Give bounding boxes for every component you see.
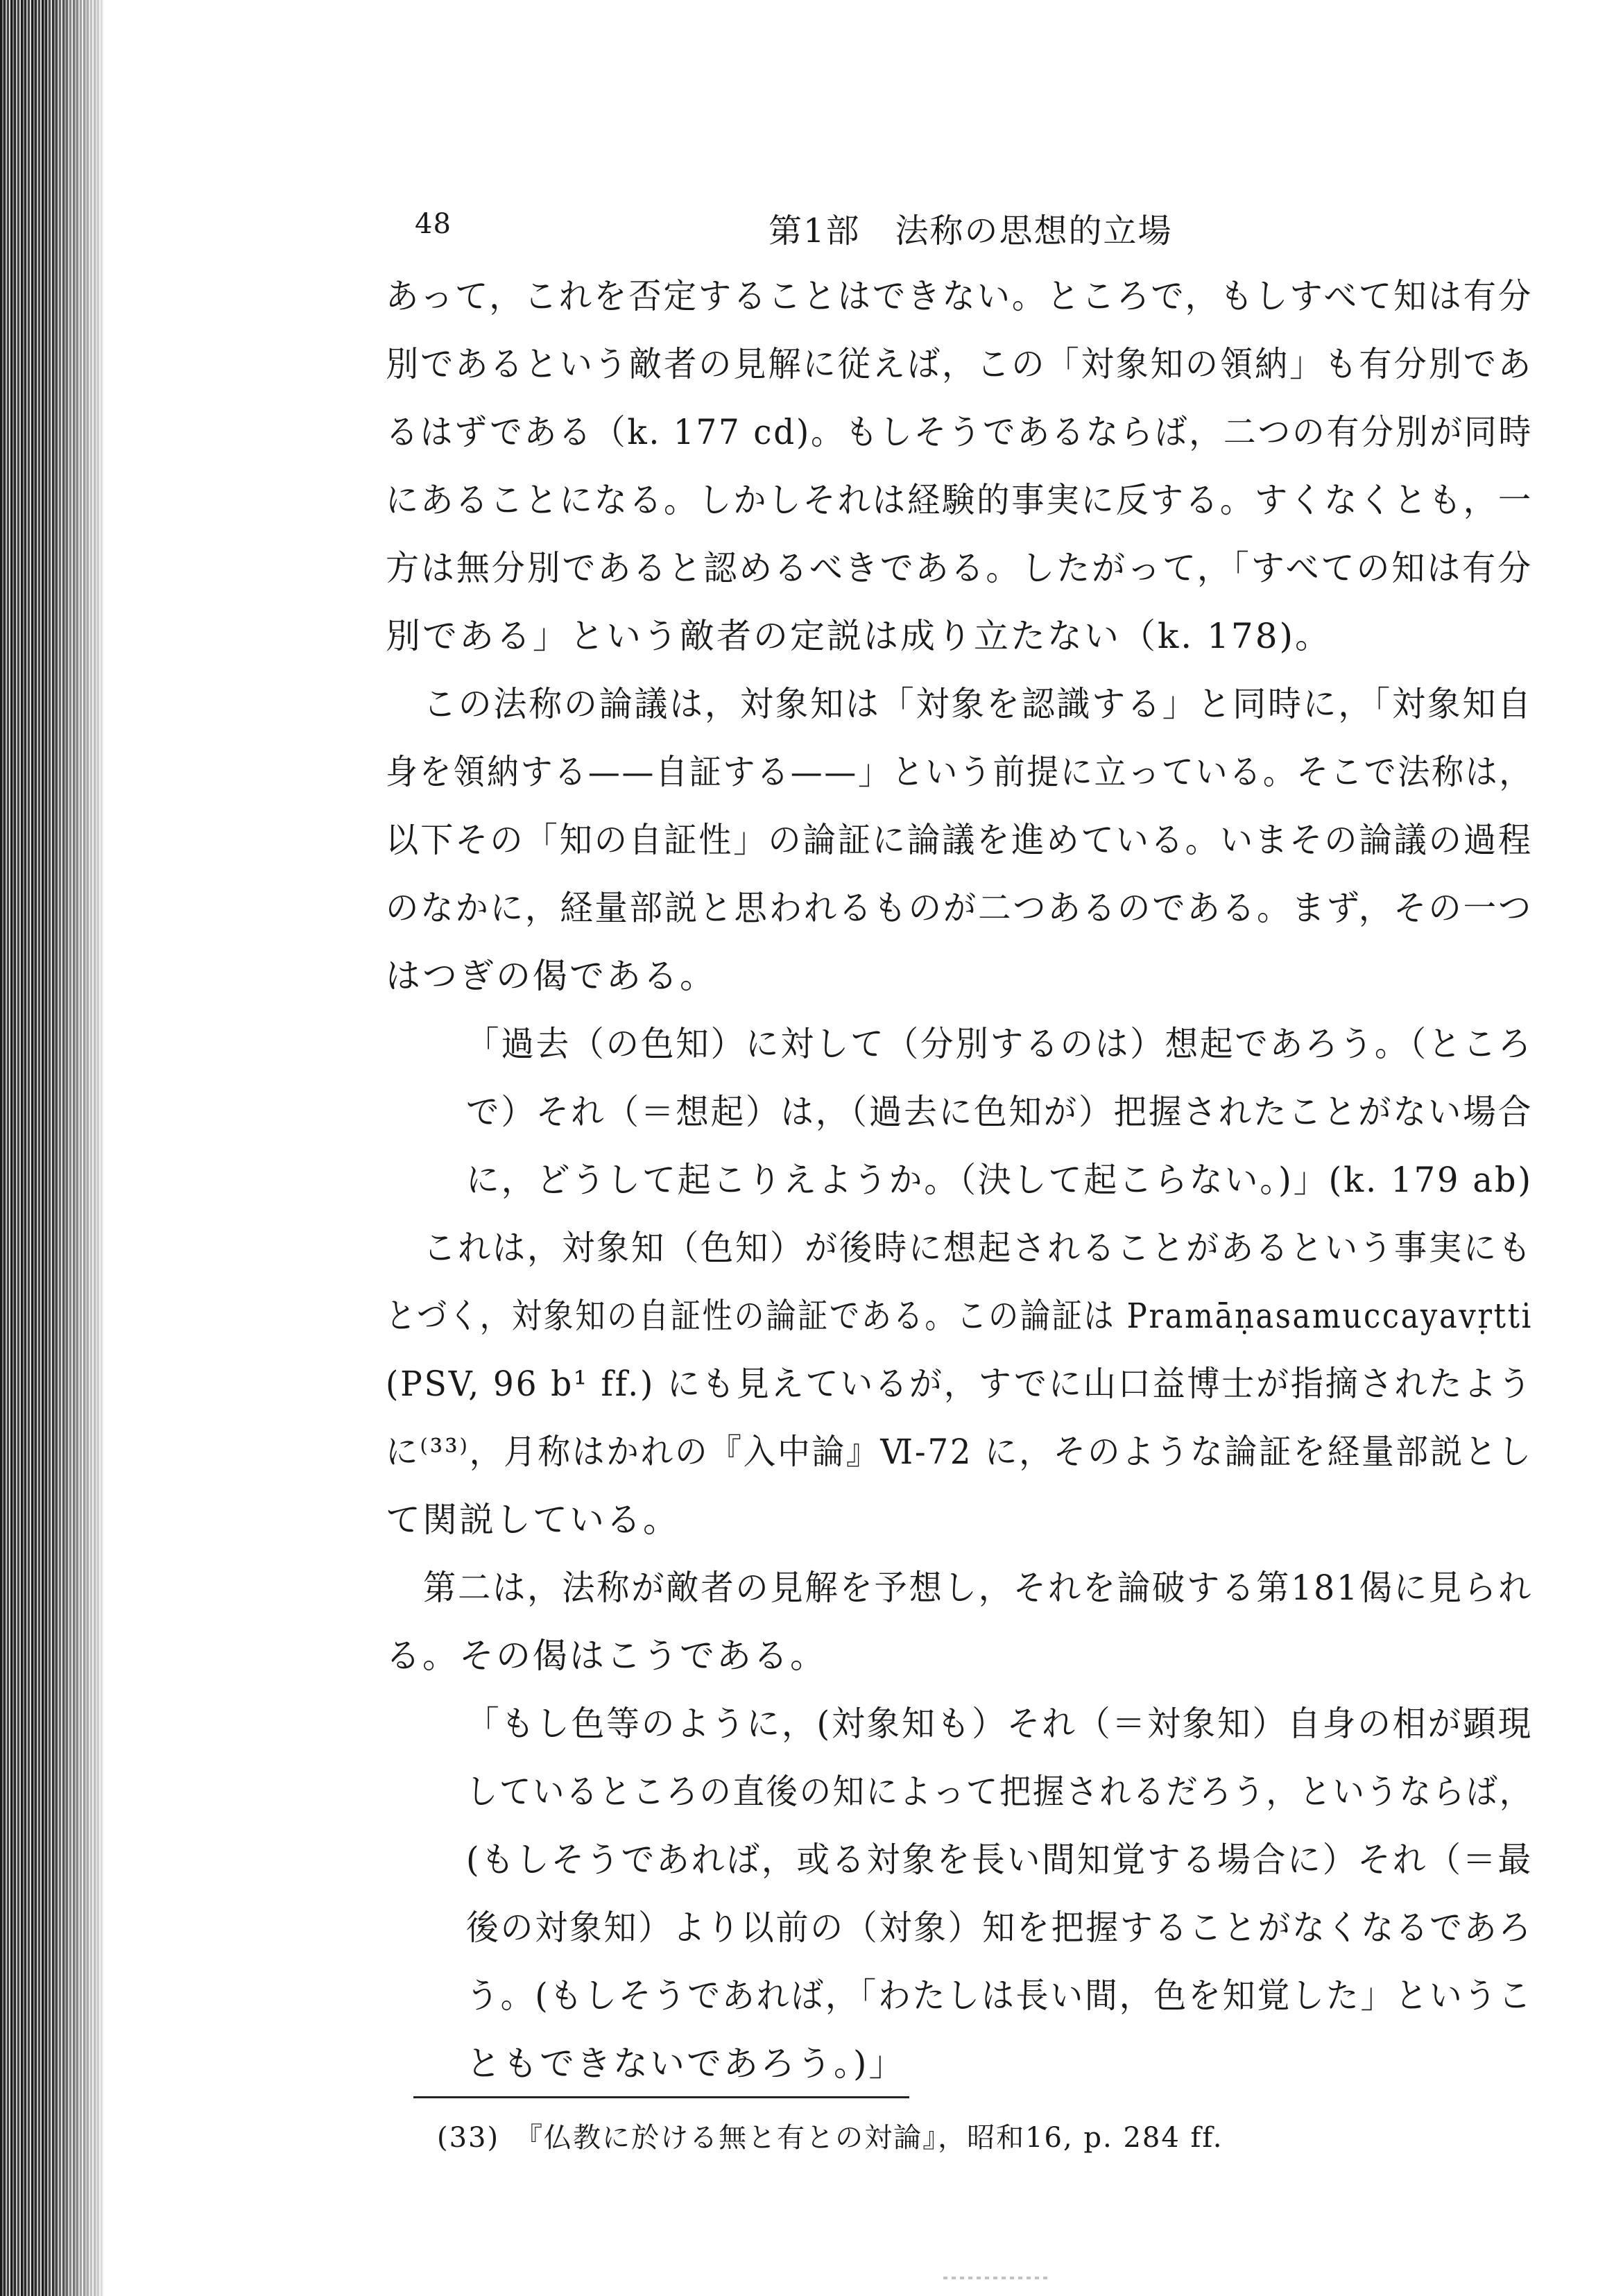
- footnote: (33) 『仏教に於ける無と有との対論』，昭和16, p. 284 ff.: [437, 2122, 1223, 2154]
- quote-line: 後の対象知）より以前の（対象）知を把握することがなくなるであろ: [466, 1908, 1534, 1948]
- quote-line: に，どうして起こりえようか。（決して起こらない。)」(k. 179 ab): [466, 1160, 1533, 1200]
- text-line: のなかに，経量部説と思われるものが二つあるのである。まず，その一つ: [386, 888, 1534, 928]
- text-line: るはずである（k. 177 cd)。もしそうであるならば，二つの有分別が同時: [386, 412, 1534, 452]
- page-header: [0, 208, 1623, 257]
- text-line: 別であるという敵者の見解に従えば，この「対象知の領納」も有分別であ: [386, 344, 1534, 384]
- quote-line: で）それ（＝想起）は，（過去に色知が）把握されたことがない場合: [466, 1092, 1534, 1132]
- quote-line: (もしそうであれば，或る対象を長い間知覚する場合に）それ（＝最: [466, 1840, 1534, 1880]
- text-line: とづく，対象知の自証性の論証である。この論証は Pramāṇasamuccayavṛtti: [386, 1296, 1533, 1336]
- quote-line: しているところの直後の知によって把握されるだろう，というならば，: [466, 1772, 1533, 1812]
- text-line: (PSV, 96 b¹ ff.) にも見えているが，すでに山口益博士が指摘されたよう: [386, 1364, 1533, 1404]
- text-line: 身を領納する——自証する——」という前提に立っている。そこで法称は，: [386, 752, 1534, 792]
- paragraph-start-line: これは，対象知（色知）が後時に想起されることがあるという事実にも: [423, 1228, 1534, 1268]
- footnote-divider: [413, 2096, 909, 2098]
- quote-line: 「過去（の色知）に対して（分別するのは）想起であろう。（ところ: [466, 1024, 1534, 1064]
- paragraph-start-line: 第二は，法称が敵者の見解を予想し，それを論破する第181偈に見られ: [423, 1568, 1534, 1608]
- text-line: にあることになる。しかしそれは経験的事実に反する。すくなくとも，一: [386, 480, 1534, 520]
- text-line: に⁽³³⁾，月称はかれの『入中論』Ⅵ-72 に，そのような論証を経量部説とし: [386, 1432, 1533, 1472]
- spine-fade: [0, 0, 104, 2296]
- quote-line: う。(もしそうであれば，「わたしは長い間，色を知覚した」というこ: [466, 1976, 1533, 2016]
- text-line: はつぎの偈である。: [386, 956, 716, 996]
- page-number: 48: [415, 208, 452, 240]
- paragraph-start-line: この法称の論議は，対象知は「対象を認識する」と同時に，「対象知自: [423, 684, 1533, 724]
- text-line: 以下その「知の自証性」の論証に論議を進めている。いまその論議の過程: [386, 820, 1534, 860]
- running-title: 第1部 法称の思想的立場: [768, 212, 1173, 250]
- text-line: 方は無分別であると認めるべきである。したがって，「すべての知は有分: [386, 548, 1533, 588]
- text-line: 別である」という敵者の定説は成り立たない（k. 178)。: [386, 616, 1332, 656]
- scan-speck: [943, 2277, 1047, 2279]
- quote-line: 「もし色等のように，(対象知も）それ（＝対象知）自身の相が顕現: [466, 1704, 1534, 1744]
- text-line: て関説している。: [386, 1500, 680, 1540]
- quote-line: ともできないであろう。)」: [466, 2044, 906, 2084]
- text-line: る。その偈はこうである。: [386, 1636, 827, 1676]
- text-line: あって，これを否定することはできない。ところで，もしすべて知は有分: [386, 276, 1534, 316]
